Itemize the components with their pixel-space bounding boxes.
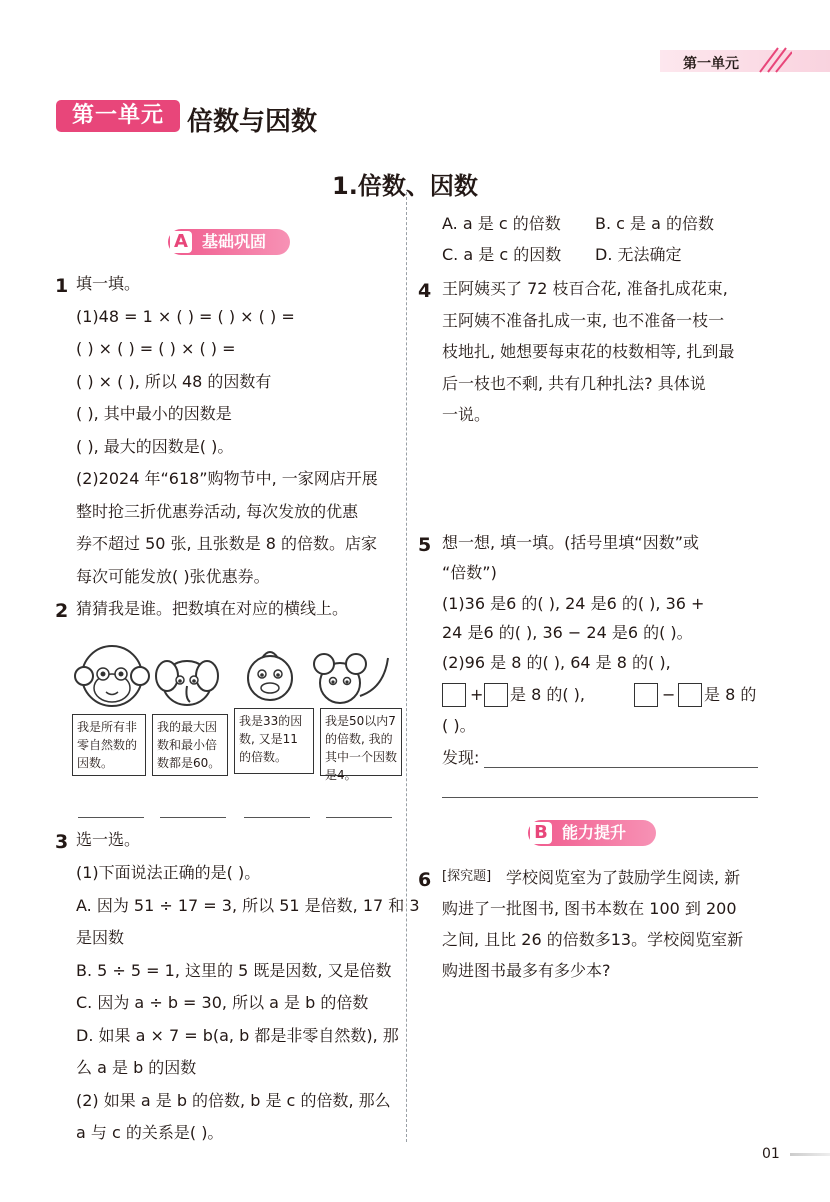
q3-option-a-line1: A. 因为 51 ÷ 17 = 3, 所以 51 是倍数, 17 和 3 [76, 896, 420, 915]
note-box-2: 我的最大因数和最小倍数都是60。 [152, 714, 228, 776]
q3-option-d-line1: D. 如果 a × 7 = b(a, b 都是非零自然数), 那 [76, 1026, 399, 1045]
animal-illustrations [72, 628, 402, 718]
q1-line7: 整时抢三折优惠券活动, 每次发放的优惠 [76, 502, 359, 521]
section-b-letter: B [530, 822, 552, 844]
q5-line5: (2)96 是 8 的( ), 64 是 8 的( ), [442, 653, 671, 672]
q6-line4: 购进图书最多有多少本? [442, 961, 611, 980]
q3-option-c: C. 因为 a ÷ b = 30, 所以 a 是 b 的倍数 [76, 993, 369, 1012]
q4-line2: 王阿姨不准备扎成一束, 也不准备一枝一 [442, 311, 725, 330]
q3-2-option-c: C. a 是 c 的因数 [442, 245, 562, 264]
section-a-letter: A [170, 231, 192, 253]
q5-found-line-1[interactable] [484, 767, 758, 768]
section-a-label: 基础巩固 [202, 232, 267, 251]
q3-option-a-line2: 是因数 [76, 928, 125, 947]
q2-answer-line-1[interactable] [78, 817, 144, 818]
unit-header-label: 第一单元 [683, 56, 739, 72]
q5-line6b: 是 8 的 [704, 685, 757, 704]
q1-line5: ( ), 最大的因数是( )。 [76, 437, 234, 456]
q1-line1: (1)48 = 1 × ( ) = ( ) × ( ) = [76, 307, 295, 326]
q5-number: 5 [418, 534, 432, 556]
page-number: 01 [762, 1146, 780, 1162]
q5-box-1[interactable] [442, 683, 466, 707]
q1-line3: ( ) × ( ), 所以 48 的因数有 [76, 372, 272, 391]
duck-icon [248, 652, 292, 700]
q5-box-2[interactable] [484, 683, 508, 707]
q4-line3: 枝地扎, 她想要每束花的枝数相等, 扎到最 [442, 342, 735, 361]
q2-answer-line-2[interactable] [160, 817, 226, 818]
monkey-icon [75, 646, 149, 706]
q2-answer-line-3[interactable] [244, 817, 310, 818]
q3-title: 选一选。 [76, 830, 141, 849]
note-box-4: 我是50以内7的倍数, 我的其中一个因数是4。 [320, 708, 402, 776]
stripes-icon [756, 44, 792, 74]
section-b-tag [528, 820, 656, 846]
q6-tag: [探究题] [442, 869, 492, 884]
note-box-3: 我是33的因数, 又是11的倍数。 [234, 708, 314, 774]
q3-2-option-d: D. 无法确定 [595, 245, 682, 264]
q2-answer-line-4[interactable] [326, 817, 392, 818]
page-number-decoration [790, 1153, 830, 1156]
section-b-label: 能力提升 [562, 823, 627, 842]
q1-title: 填一填。 [76, 274, 141, 293]
q6-number: 6 [418, 869, 432, 891]
q6-line3: 之间, 且比 26 的倍数多13。学校阅览室新 [442, 930, 744, 949]
q5-line4: 24 是6 的( ), 36 − 24 是6 的( )。 [442, 623, 693, 642]
q5-box-4[interactable] [678, 683, 702, 707]
q5-line6a: 是 8 的( ), [510, 685, 586, 704]
q1-line6: (2)2024 年“618”购物节中, 一家网店开展 [76, 469, 378, 488]
q3-option-b: B. 5 ÷ 5 = 1, 这里的 5 既是因数, 又是倍数 [76, 961, 392, 980]
q3-line1: (1)下面说法正确的是( )。 [76, 863, 261, 882]
q4-line4: 后一枝也不剩, 共有几种扎法? 具体说 [442, 374, 706, 393]
q6-line1: 学校阅览室为了鼓励学生阅读, 新 [506, 868, 741, 887]
q1-number: 1 [55, 275, 69, 297]
q5-line3: (1)36 是6 的( ), 24 是6 的( ), 36 + [442, 594, 705, 613]
q3-number: 3 [55, 831, 69, 853]
q5-line1: 想一想, 填一填。(括号里填“因数”或 [442, 533, 699, 552]
q2-text: 猜猜我是谁。把数填在对应的横线上。 [76, 599, 349, 618]
q1-line9: 每次可能发放( )张优惠券。 [76, 567, 270, 586]
note-box-1: 我是所有非零自然数的因数。 [72, 714, 146, 776]
q3-line3: a 与 c 的关系是( )。 [76, 1123, 224, 1142]
chapter-badge [56, 100, 180, 132]
q1-line8: 券不超过 50 张, 且张数是 8 的倍数。店家 [76, 534, 378, 553]
q3-option-d-line2: 么 a 是 b 的因数 [76, 1058, 197, 1077]
column-divider [406, 192, 407, 1142]
chapter-badge-label: 第一单元 [71, 103, 164, 128]
q5-found-line-2[interactable] [442, 797, 758, 798]
q4-number: 4 [418, 280, 432, 302]
chapter-title: 倍数与因数 [187, 107, 318, 137]
q3-2-option-a: A. a 是 c 的倍数 [442, 214, 561, 233]
q5-line7: ( )。 [442, 716, 476, 735]
q5-box-3[interactable] [634, 683, 658, 707]
q1-line2: ( ) × ( ) = ( ) × ( ) = [76, 339, 236, 358]
lesson-title: 1.倍数、因数 [332, 172, 478, 200]
q4-line1: 王阿姨买了 72 枝百合花, 准备扎成花束, [442, 279, 728, 298]
q5-found-label: 发现: [442, 748, 480, 767]
q1-line4: ( ), 其中最小的因数是 [76, 404, 232, 423]
elephant-icon [156, 661, 218, 705]
q3-2-option-b: B. c 是 a 的倍数 [595, 214, 715, 233]
mouse-icon [314, 654, 388, 703]
q6-line2: 购进了一批图书, 图书本数在 100 到 200 [442, 899, 737, 918]
q2-number: 2 [55, 600, 69, 622]
q4-line5: 一说。 [442, 405, 491, 424]
q5-plus-sign: + [470, 685, 484, 704]
section-a-tag [168, 229, 290, 255]
q5-minus-sign: − [662, 685, 676, 704]
q5-line2: “倍数”) [442, 563, 497, 582]
q3-line2: (2) 如果 a 是 b 的倍数, b 是 c 的倍数, 那么 [76, 1091, 391, 1110]
